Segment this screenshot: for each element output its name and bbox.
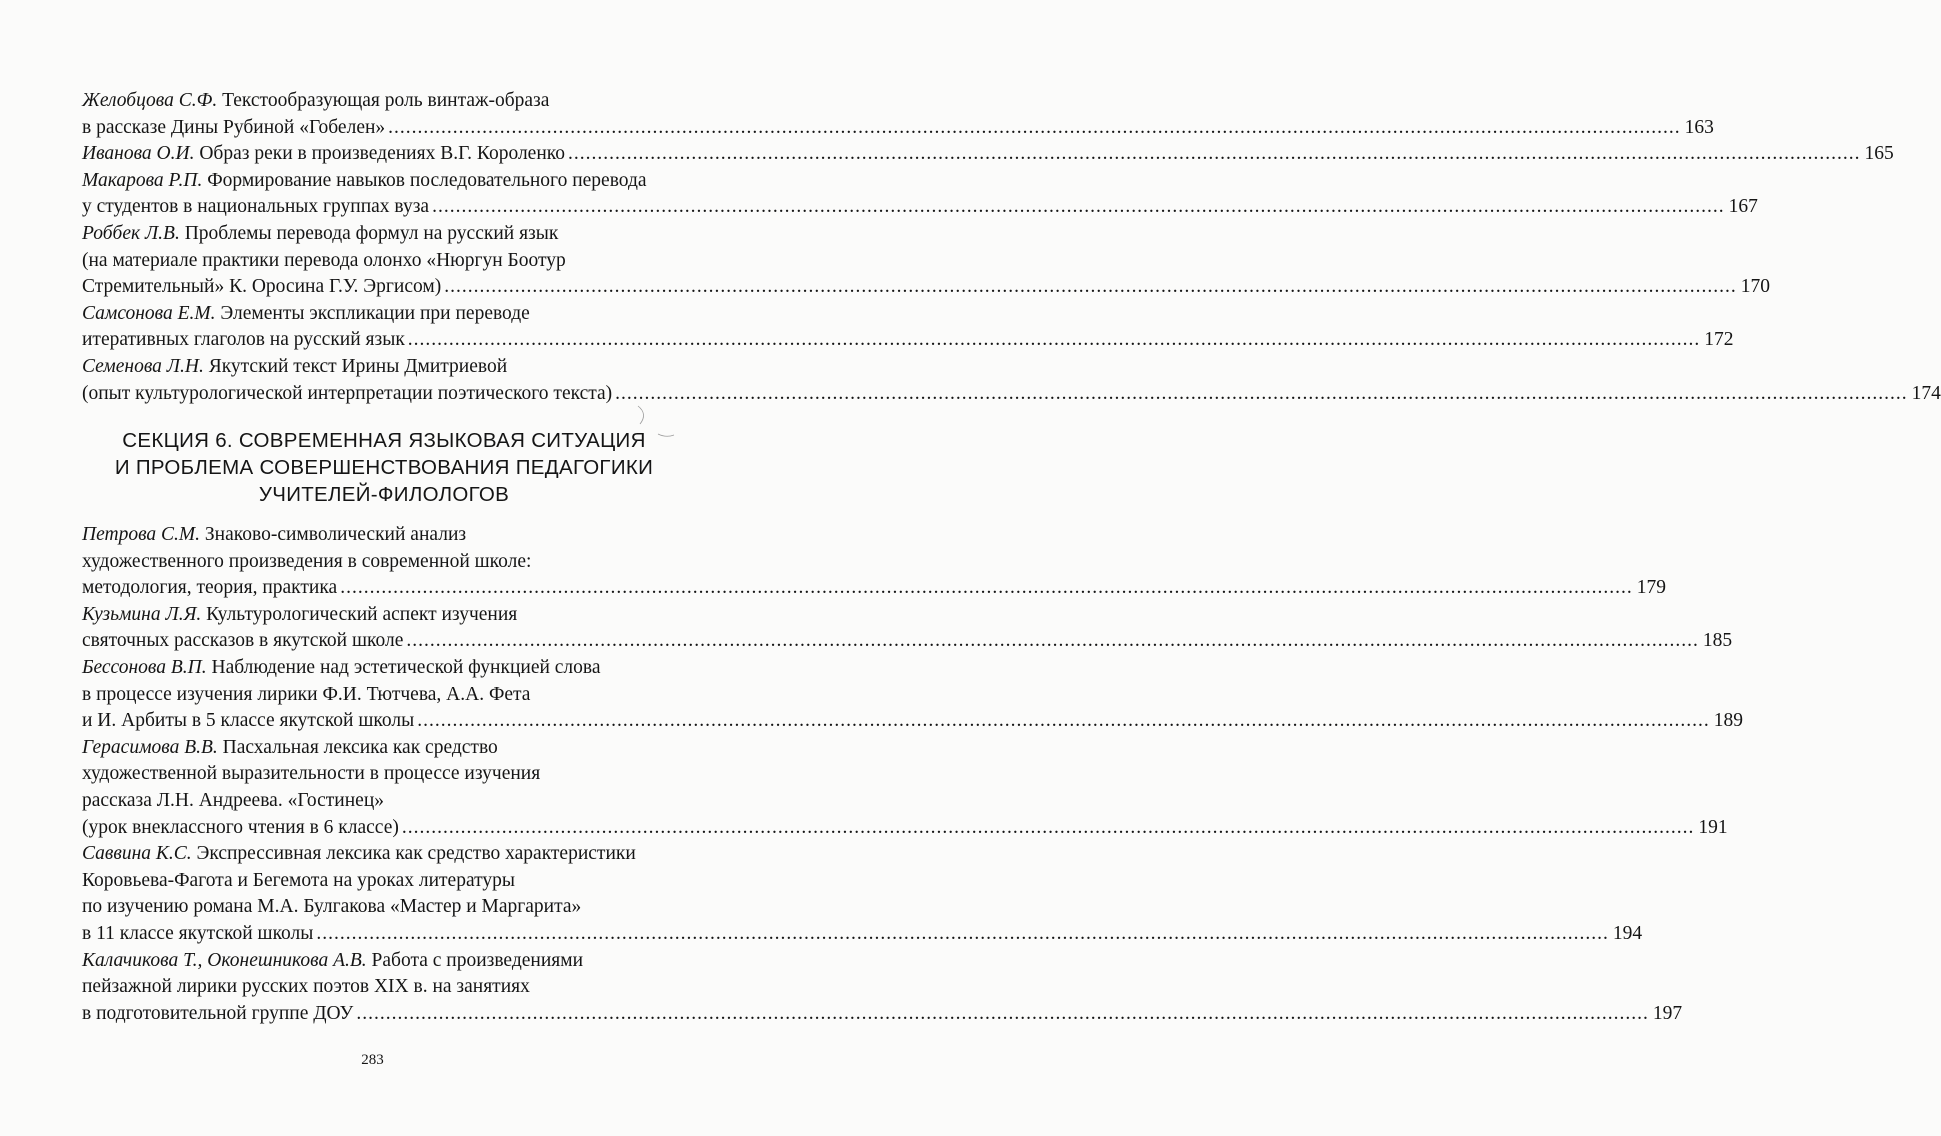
toc-page-number: 170	[1740, 276, 1770, 298]
toc-author: Семенова Л.Н.	[82, 355, 204, 377]
dot-leader: ............................................................................................................................................................................................................................	[407, 329, 1701, 351]
dot-leader: ............................................................................................................................................................................................................................	[356, 1002, 1649, 1024]
toc-entry	[82, 88, 1714, 141]
toc-page-number: 165	[1864, 143, 1894, 165]
toc-author: Роббек Л.В.	[82, 222, 180, 244]
toc-title-line: Якутский текст Ирины Дмитриевой	[208, 355, 508, 377]
toc-entry-line	[82, 708, 1743, 735]
toc-page-number: 191	[1698, 816, 1728, 838]
toc-entry-line	[82, 974, 686, 1001]
toc-entry-line	[82, 168, 686, 195]
toc-entry-text	[82, 381, 612, 408]
toc-title-line: Стремительный» К. Оросина Г.У. Эргисом)	[82, 276, 442, 298]
dot-leader: ............................................................................................................................................................................................................................	[444, 276, 1737, 298]
toc-entry-line	[82, 735, 686, 762]
toc-entry-text	[82, 735, 498, 762]
toc-entry-text	[82, 522, 466, 549]
toc-page-number: 163	[1684, 116, 1714, 138]
toc-entry-line	[82, 115, 1714, 142]
toc-entry-text	[82, 974, 530, 1001]
toc-title-line: художественной выразительности в процессе изучения	[82, 763, 541, 785]
toc-title-line: методология, теория, практика	[82, 577, 338, 599]
toc-entry-text	[82, 354, 507, 381]
toc-entry-text	[82, 841, 636, 868]
toc-title-line: пейзажной лирики русских поэтов XIX в. на занятиях	[82, 976, 530, 998]
toc-entry	[82, 655, 1743, 735]
toc-page-number: 185	[1702, 630, 1733, 652]
section-heading	[82, 427, 686, 508]
toc-author: Бессонова В.П.	[82, 656, 207, 678]
dot-leader: ............................................................................................................................................................................................................................	[340, 577, 1633, 599]
toc-title-line: святочных рассказов в якутской школе	[82, 630, 404, 652]
toc-title-line: у студентов в национальных группах вуза	[82, 196, 430, 218]
toc-page-number: 197	[1652, 1002, 1683, 1024]
toc-entry	[82, 301, 1734, 354]
toc-entry-text	[82, 141, 565, 168]
toc-entry-line	[82, 274, 1770, 301]
toc-entry	[82, 841, 1643, 947]
toc-title-line: Элементы экспликации при переводе	[220, 302, 530, 324]
toc-title-line: Знаково-символический анализ	[204, 524, 467, 545]
section-heading-line: УЧИТЕЛЕЙ-ФИЛОЛОГОВ	[258, 483, 510, 506]
toc-entry-text	[82, 628, 403, 655]
toc-entry-line	[82, 248, 686, 275]
toc-title-line: (на материале практики перевода олонхо «Нюргун Боотур	[82, 249, 566, 271]
toc-entry-text	[82, 301, 530, 328]
toc-entry-line	[82, 522, 686, 549]
toc-entry-text	[82, 168, 647, 195]
toc-author: Калачикова Т., Оконешникова А.В.	[82, 949, 367, 971]
toc-entry-line	[82, 948, 686, 975]
toc-entry-text	[82, 815, 399, 842]
toc-entry-text	[82, 761, 540, 788]
toc-page-number: 179	[1636, 577, 1666, 599]
dot-leader: ............................................................................................................................................................................................................................	[406, 630, 1699, 652]
toc-entry	[82, 602, 1733, 655]
toc-entry-line	[82, 602, 686, 629]
toc-entry-line	[82, 221, 686, 248]
toc-title-line: художественного произведения в современной школе:	[82, 550, 532, 572]
toc-entry-text	[82, 921, 313, 948]
toc-author: Саввина К.С.	[82, 843, 192, 865]
dot-leader: ............................................................................................................................................................................................................................	[388, 116, 1681, 138]
toc-page-number: 167	[1728, 196, 1758, 218]
toc-entry	[82, 168, 1758, 221]
pencil-mark-icon	[636, 404, 676, 452]
toc-entry-text	[82, 274, 441, 301]
toc-entry-line	[82, 841, 686, 868]
toc-entry-line	[82, 194, 1758, 221]
toc-entry-text	[82, 655, 601, 682]
dot-leader: ............................................................................................................................................................................................................................	[401, 816, 1695, 838]
toc-title-line: (опыт культурологической интерпретации поэтического текста)	[82, 382, 613, 404]
toc-author: Иванова О.И.	[82, 143, 195, 165]
toc-entry	[82, 735, 1728, 841]
toc-entry	[82, 522, 1666, 602]
toc-entry-text	[82, 115, 385, 142]
toc-entry-text	[82, 221, 558, 248]
toc-author: Кузьмина Л.Я.	[82, 603, 202, 625]
toc-entry-text	[82, 682, 530, 709]
toc-title-line: Экспрессивная лексика как средство характеристики	[196, 843, 636, 865]
toc-entry-text	[82, 575, 337, 602]
toc-page-number: 194	[1612, 922, 1643, 944]
toc-page-number: 172	[1704, 329, 1734, 351]
toc-entry-text	[82, 602, 517, 629]
toc-page-number: 189	[1713, 710, 1743, 732]
toc-title-line: Коровьева-Фагота и Бегемота на уроках литературы	[82, 869, 515, 891]
toc-title-line: Пасхальная лексика как средство	[222, 736, 498, 758]
table-of-contents-top	[82, 88, 1941, 407]
toc-entry-line	[82, 815, 1728, 842]
toc-entry-text	[82, 248, 566, 275]
toc-title-line: и И. Арбиты в 5 классе якутской школы	[82, 710, 415, 732]
dot-leader: ............................................................................................................................................................................................................................	[615, 382, 1908, 404]
toc-entry-text	[82, 194, 429, 221]
toc-entry	[82, 141, 1894, 168]
toc-title-line: в 11 классе якутской школы	[82, 922, 314, 944]
toc-entry-text	[82, 894, 581, 921]
toc-entry-text	[82, 327, 405, 354]
toc-entry-text	[82, 549, 531, 576]
toc-entry	[82, 354, 1941, 407]
toc-title-line: Формирование навыков последовательного перевода	[207, 169, 647, 191]
toc-entry-line	[82, 327, 1734, 354]
toc-entry-line	[82, 682, 686, 709]
table-of-contents-bottom	[82, 522, 1743, 1027]
page-number: 283	[361, 1052, 384, 1068]
toc-entry-line	[82, 301, 686, 328]
toc-title-line: итеративных глаголов на русский язык	[82, 329, 405, 351]
toc-title-line: Работа с произведениями	[371, 949, 584, 971]
toc-entry	[82, 948, 1683, 1028]
toc-title-line: (урок внеклассного чтения в 6 классе)	[82, 816, 399, 838]
toc-page-number: 174	[1911, 382, 1941, 404]
dot-leader: ............................................................................................................................................................................................................................	[568, 143, 1861, 165]
toc-title-line: рассказа Л.Н. Андреева. «Гостинец»	[82, 789, 385, 811]
toc-title-line: в подготовительной группе ДОУ	[82, 1002, 354, 1024]
toc-entry-line	[82, 655, 686, 682]
dot-leader: ............................................................................................................................................................................................................................	[432, 196, 1725, 218]
toc-entry-line	[82, 761, 686, 788]
toc-title-line: по изучению романа М.А. Булгакова «Мастер и Маргарита»	[82, 896, 582, 918]
toc-entry-line	[82, 88, 686, 115]
toc-entry-line	[82, 381, 1941, 408]
toc-title-line: Проблемы перевода формул на русский язык	[184, 222, 559, 244]
toc-entry-text	[82, 708, 414, 735]
toc-entry-text	[82, 788, 384, 815]
toc-author: Самсонова Е.М.	[82, 302, 216, 324]
toc-title-line: Текстообразующая роль винтаж-образа	[222, 90, 550, 111]
toc-entry-line	[82, 921, 1643, 948]
dot-leader: ............................................................................................................................................................................................................................	[316, 922, 1609, 944]
toc-entry-text	[82, 1001, 353, 1028]
toc-entry-line	[82, 575, 1666, 602]
toc-author: Желобцова С.Ф.	[82, 90, 218, 111]
toc-entry-text	[82, 868, 515, 895]
toc-author: Герасимова В.В.	[82, 736, 218, 758]
section-heading-line: И ПРОБЛЕМА СОВЕРШЕНСТВОВАНИЯ ПЕДАГОГИКИ	[114, 456, 654, 479]
toc-title-line: Наблюдение над эстетической функцией слова	[211, 656, 601, 678]
toc-entry-line	[82, 788, 686, 815]
toc-entry-line	[82, 1001, 1683, 1028]
toc-author: Макарова Р.П.	[82, 169, 203, 191]
toc-entry-line	[82, 868, 686, 895]
toc-title-line: в рассказе Дины Рубиной «Гобелен»	[82, 116, 386, 138]
toc-entry-line	[82, 141, 1894, 168]
toc-entry-line	[82, 354, 686, 381]
toc-entry-line	[82, 549, 686, 576]
toc-entry-line	[82, 894, 686, 921]
toc-title-line: Образ реки в произведениях В.Г. Короленко	[199, 143, 565, 165]
toc-entry-text	[82, 88, 549, 115]
toc-title-line: в процессе изучения лирики Ф.И. Тютчева, А.А. Фета	[82, 683, 531, 705]
dot-leader: ............................................................................................................................................................................................................................	[417, 710, 1710, 732]
toc-title-line: Культурологический аспект изучения	[206, 603, 518, 625]
toc-entry-text	[82, 948, 583, 975]
toc-author: Петрова С.М.	[82, 524, 201, 545]
toc-entry	[82, 221, 1770, 301]
toc-entry-line	[82, 628, 1733, 655]
section-heading-line: СЕКЦИЯ 6. СОВРЕМЕННАЯ ЯЗЫКОВАЯ СИТУАЦИЯ	[122, 429, 646, 452]
